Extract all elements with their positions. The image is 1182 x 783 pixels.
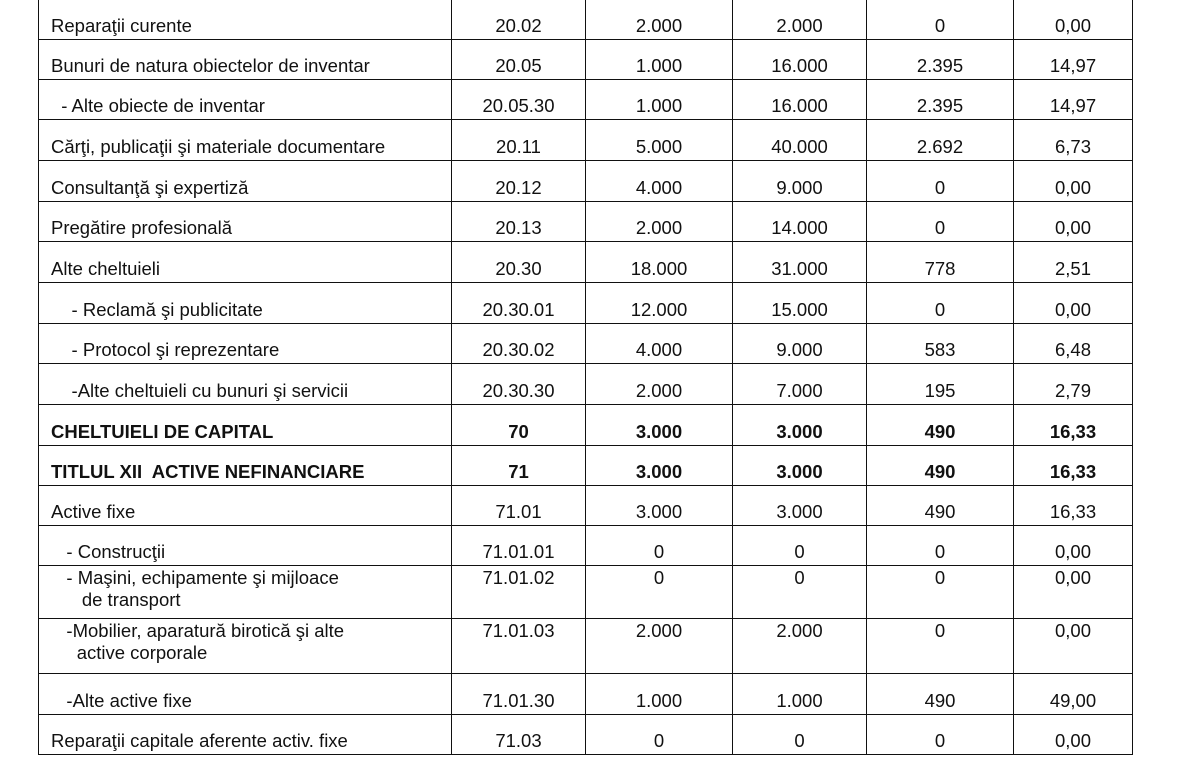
budget-code: 20.30.01 xyxy=(452,283,586,324)
value-col-1: 2.000 xyxy=(586,202,733,242)
value-col-1: 0 xyxy=(586,566,733,619)
value-col-1: 2.000 xyxy=(586,364,733,405)
row-label: - Construcţii xyxy=(39,526,452,566)
budget-code: 20.30 xyxy=(452,242,586,283)
budget-code: 71.03 xyxy=(452,715,586,755)
budget-code: 20.12 xyxy=(452,161,586,202)
budget-code: 20.05 xyxy=(452,40,586,80)
budget-code: 20.13 xyxy=(452,202,586,242)
percent-value: 0,00 xyxy=(1014,0,1133,40)
table-row xyxy=(39,80,1133,120)
value-col-1: 18.000 xyxy=(586,242,733,283)
budget-code: 71.01.02 xyxy=(452,566,586,619)
value-col-3: 583 xyxy=(867,324,1014,364)
row-label: TITLUL XII ACTIVE NEFINANCIARE xyxy=(39,446,452,486)
table-row xyxy=(39,161,1133,202)
budget-code: 71.01.30 xyxy=(452,674,586,715)
budget-code: 70 xyxy=(452,405,586,446)
table-row xyxy=(39,202,1133,242)
value-col-2: 15.000 xyxy=(733,283,867,324)
percent-value: 2,79 xyxy=(1014,364,1133,405)
value-col-2: 3.000 xyxy=(733,486,867,526)
value-col-3: 0 xyxy=(867,619,1014,674)
value-col-3: 195 xyxy=(867,364,1014,405)
row-label: Bunuri de natura obiectelor de inventar xyxy=(39,40,452,80)
row-label: Alte cheltuieli xyxy=(39,242,452,283)
row-label: -Mobilier, aparatură birotică şi alte active corporale xyxy=(39,619,452,674)
table-row xyxy=(39,446,1133,486)
budget-code: 20.30.02 xyxy=(452,324,586,364)
budget-table-body xyxy=(39,0,1133,755)
value-col-3: 0 xyxy=(867,0,1014,40)
table-row xyxy=(39,364,1133,405)
value-col-1: 0 xyxy=(586,526,733,566)
budget-code: 71 xyxy=(452,446,586,486)
value-col-3: 778 xyxy=(867,242,1014,283)
row-label: -Alte active fixe xyxy=(39,674,452,715)
value-col-3: 490 xyxy=(867,405,1014,446)
value-col-2: 2.000 xyxy=(733,0,867,40)
value-col-3: 0 xyxy=(867,526,1014,566)
value-col-1: 3.000 xyxy=(586,486,733,526)
budget-execution-table xyxy=(38,0,1133,755)
value-col-1: 3.000 xyxy=(586,405,733,446)
budget-code: 71.01.01 xyxy=(452,526,586,566)
value-col-1: 4.000 xyxy=(586,161,733,202)
value-col-3: 2.395 xyxy=(867,80,1014,120)
percent-value: 49,00 xyxy=(1014,674,1133,715)
table-row xyxy=(39,486,1133,526)
budget-code: 71.01 xyxy=(452,486,586,526)
percent-value: 14,97 xyxy=(1014,40,1133,80)
value-col-1: 2.000 xyxy=(586,619,733,674)
value-col-2: 0 xyxy=(733,566,867,619)
budget-code: 20.11 xyxy=(452,120,586,161)
row-label: Cărţi, publicaţii şi materiale documentare xyxy=(39,120,452,161)
value-col-3: 490 xyxy=(867,674,1014,715)
table-row xyxy=(39,324,1133,364)
percent-value: 6,48 xyxy=(1014,324,1133,364)
value-col-2: 3.000 xyxy=(733,405,867,446)
percent-value: 0,00 xyxy=(1014,283,1133,324)
budget-code: 20.05.30 xyxy=(452,80,586,120)
percent-value: 0,00 xyxy=(1014,619,1133,674)
value-col-1: 1.000 xyxy=(586,674,733,715)
value-col-3: 0 xyxy=(867,283,1014,324)
value-col-3: 0 xyxy=(867,715,1014,755)
row-label: CHELTUIELI DE CAPITAL xyxy=(39,405,452,446)
value-col-1: 2.000 xyxy=(586,0,733,40)
value-col-1: 1.000 xyxy=(586,40,733,80)
row-label: -Alte cheltuieli cu bunuri şi servicii xyxy=(39,364,452,405)
value-col-2: 14.000 xyxy=(733,202,867,242)
row-label: Reparaţii capitale aferente activ. fixe xyxy=(39,715,452,755)
row-label: Pregătire profesională xyxy=(39,202,452,242)
table-row xyxy=(39,674,1133,715)
table-row xyxy=(39,715,1133,755)
table-row xyxy=(39,566,1133,619)
percent-value: 0,00 xyxy=(1014,715,1133,755)
table-row xyxy=(39,120,1133,161)
value-col-2: 1.000 xyxy=(733,674,867,715)
row-label: - Reclamă şi publicitate xyxy=(39,283,452,324)
table-row xyxy=(39,40,1133,80)
value-col-3: 490 xyxy=(867,486,1014,526)
table-row xyxy=(39,619,1133,674)
row-label: - Alte obiecte de inventar xyxy=(39,80,452,120)
value-col-3: 0 xyxy=(867,202,1014,242)
table-row xyxy=(39,283,1133,324)
budget-code: 20.02 xyxy=(452,0,586,40)
value-col-3: 2.395 xyxy=(867,40,1014,80)
percent-value: 16,33 xyxy=(1014,486,1133,526)
value-col-2: 16.000 xyxy=(733,80,867,120)
percent-value: 0,00 xyxy=(1014,566,1133,619)
value-col-2: 0 xyxy=(733,715,867,755)
value-col-2: 7.000 xyxy=(733,364,867,405)
table-row xyxy=(39,242,1133,283)
percent-value: 2,51 xyxy=(1014,242,1133,283)
percent-value: 6,73 xyxy=(1014,120,1133,161)
row-label: Active fixe xyxy=(39,486,452,526)
value-col-1: 4.000 xyxy=(586,324,733,364)
value-col-2: 9.000 xyxy=(733,324,867,364)
table-row xyxy=(39,526,1133,566)
percent-value: 0,00 xyxy=(1014,161,1133,202)
value-col-2: 40.000 xyxy=(733,120,867,161)
value-col-2: 3.000 xyxy=(733,446,867,486)
row-label: - Maşini, echipamente şi mijloace de transport xyxy=(39,566,452,619)
percent-value: 16,33 xyxy=(1014,405,1133,446)
value-col-2: 2.000 xyxy=(733,619,867,674)
value-col-3: 0 xyxy=(867,566,1014,619)
budget-code: 71.01.03 xyxy=(452,619,586,674)
value-col-1: 5.000 xyxy=(586,120,733,161)
value-col-2: 9.000 xyxy=(733,161,867,202)
value-col-1: 1.000 xyxy=(586,80,733,120)
value-col-1: 12.000 xyxy=(586,283,733,324)
table-row xyxy=(39,405,1133,446)
value-col-3: 2.692 xyxy=(867,120,1014,161)
row-label: - Protocol şi reprezentare xyxy=(39,324,452,364)
row-label: Reparaţii curente xyxy=(39,0,452,40)
percent-value: 0,00 xyxy=(1014,202,1133,242)
value-col-3: 0 xyxy=(867,161,1014,202)
row-label: Consultanţă şi expertiză xyxy=(39,161,452,202)
percent-value: 0,00 xyxy=(1014,526,1133,566)
value-col-2: 0 xyxy=(733,526,867,566)
value-col-1: 0 xyxy=(586,715,733,755)
percent-value: 14,97 xyxy=(1014,80,1133,120)
budget-code: 20.30.30 xyxy=(452,364,586,405)
value-col-3: 490 xyxy=(867,446,1014,486)
value-col-1: 3.000 xyxy=(586,446,733,486)
percent-value: 16,33 xyxy=(1014,446,1133,486)
table-row xyxy=(39,0,1133,40)
value-col-2: 16.000 xyxy=(733,40,867,80)
value-col-2: 31.000 xyxy=(733,242,867,283)
